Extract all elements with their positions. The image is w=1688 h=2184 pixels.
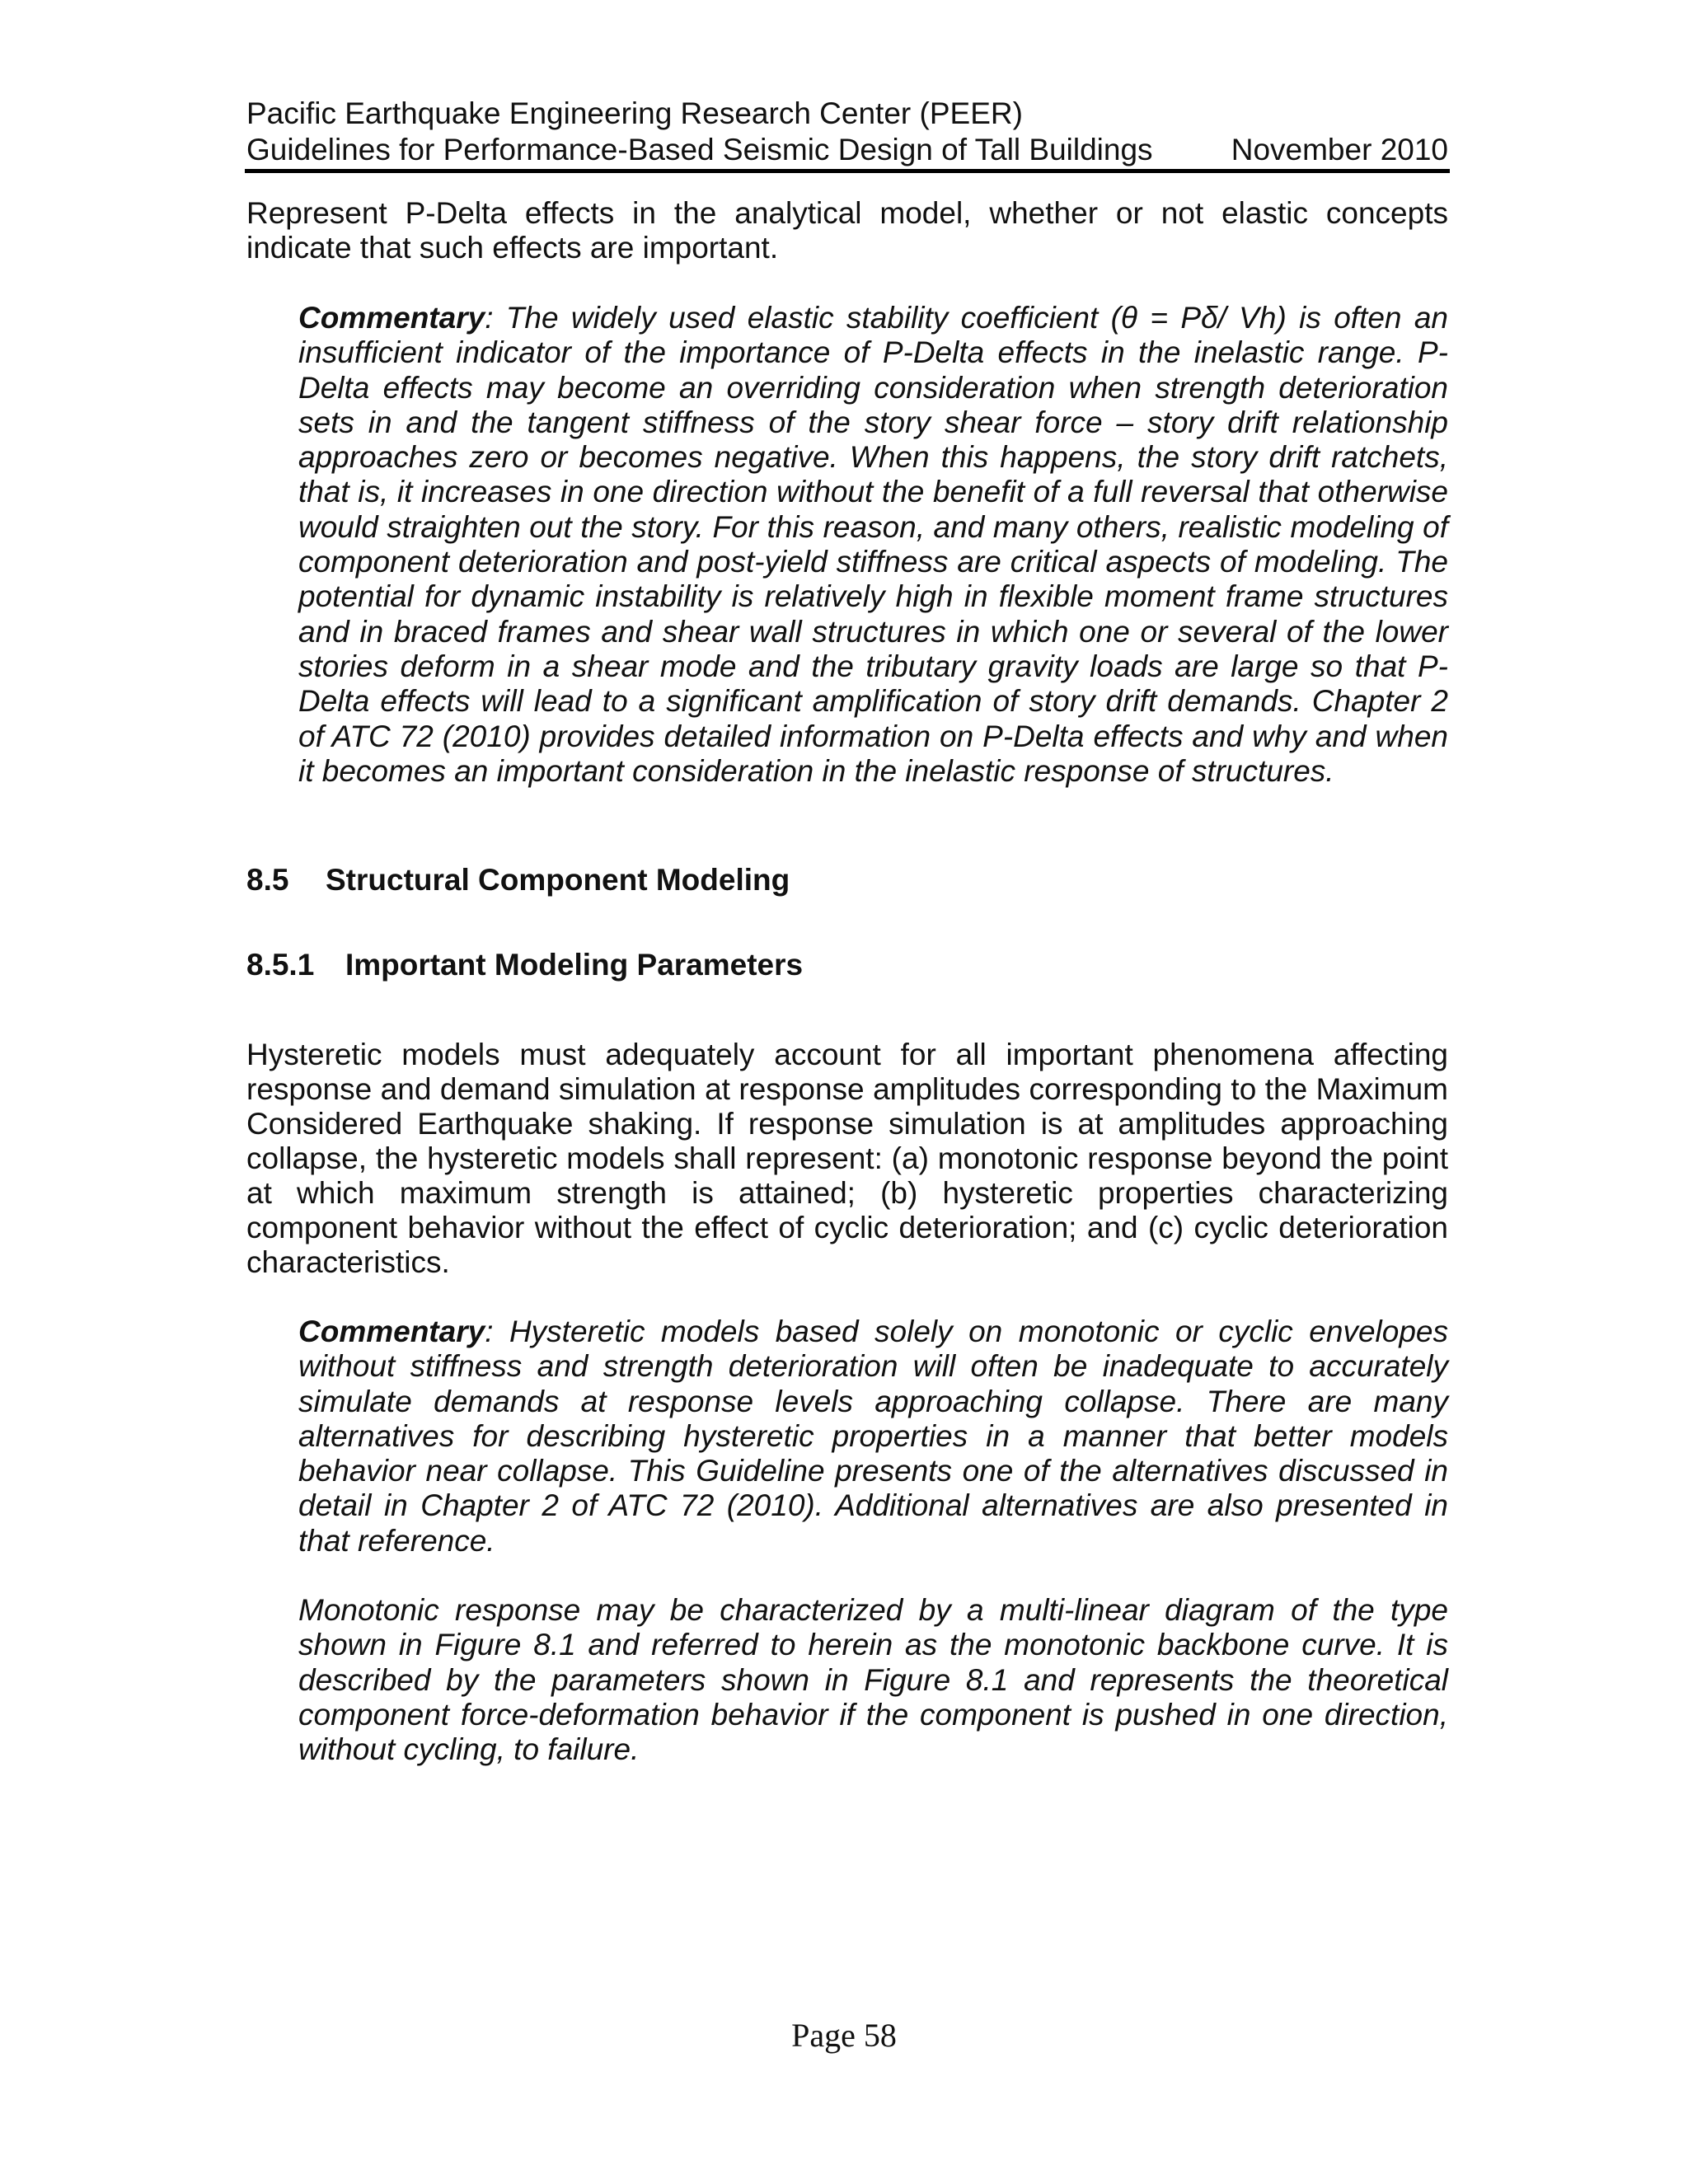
page-header (246, 96, 1448, 168)
commentary-label: Commentary (298, 1315, 485, 1348)
header-divider (245, 169, 1450, 173)
monotonic-paragraph: Monotonic response may be characterized by a multi-linear diagram of the type shown in Figure 8.1 and referred to herein as the monotonic backbone curve. It is described by the parameters shown in Figure 8.1 and represents the theoretical component force-deformation behavior if the component is pushed in one direction, without cycling, to failure. (298, 1593, 1448, 1767)
hysteretic-paragraph: Hysteretic models must adequately account for all important phenomena affecting response and demand simulation at response amplitudes corresponding to the Maximum Considered Earthquake shaking. If response simulation is at amplitudes approaching collapse, the hysteretic models shall represent: (a) monotonic response beyond the point at which maximum strength is attained; (b) hysteretic properties characterizing component behavior without the effect of cyclic deterioration; and (c) cyclic deterioration characteristics. (246, 1038, 1448, 1279)
commentary-text: : Hysteretic models based solely on monotonic or cyclic envelopes without stiffness and strength deterioration will often be inadequate to accurately simulate demands at response levels approaching collapse. There are many alternatives for describing hysteretic properties in a manner that better models behavior near collapse. This Guideline presents one of the alternatives discussed in detail in Chapter 2 of ATC 72 (2010). Additional alternatives are also presented in that reference. (298, 1315, 1448, 1558)
subsection-title: Important Modeling Parameters (345, 948, 804, 982)
section-heading (246, 862, 790, 898)
header-organization: Pacific Earthquake Engineering Research Center (PEER) (246, 96, 1023, 130)
commentary-text: : The widely used elastic stability coefficient (θ = Pδ/ Vh) is often an insufficient indicator of the importance of P-Delta effects in the inelastic range. P-Delta effects may become an overriding consideration when strength deterioration sets in and the tangent stiffness of the story shear force – story drift relationship approaches zero or becomes negative. When this happens, the story drift ratchets, that is, it increases in one direction without the benefit of a full reversal that otherwise would straighten out the story. For this reason, and many others, realistic modeling of component deterioration and post-yield stiffness are critical aspects of modeling. The potential for dynamic instability is relatively high in flexible moment frame structures and in braced frames and shear wall structures in which one or several of the lower stories deform in a shear mode and the tributary gravity loads are large so that P-Delta effects will lead to a significant amplification of story drift demands. Chapter 2 of ATC 72 (2010) provides detailed information on P-Delta effects and why and when it becomes an important consideration in the inelastic response of structures. (298, 301, 1448, 788)
commentary-label: Commentary (298, 301, 485, 335)
page-number: Page 58 (791, 2017, 897, 2054)
subsection-number: 8.5.1 (246, 948, 315, 982)
section-title: Structural Component Modeling (326, 863, 790, 897)
header-date: November 2010 (1231, 133, 1448, 166)
section-number: 8.5 (246, 863, 289, 897)
commentary-block-1 (298, 301, 1448, 789)
intro-paragraph: Represent P-Delta effects in the analytical model, whether or not elastic concepts indicate that such effects are important. (246, 196, 1448, 265)
subsection-heading (246, 947, 803, 983)
header-title-row (246, 132, 1448, 168)
header-document-title: Guidelines for Performance-Based Seismic Design of Tall Buildings (246, 133, 1153, 166)
commentary-block-2 (298, 1315, 1448, 1558)
